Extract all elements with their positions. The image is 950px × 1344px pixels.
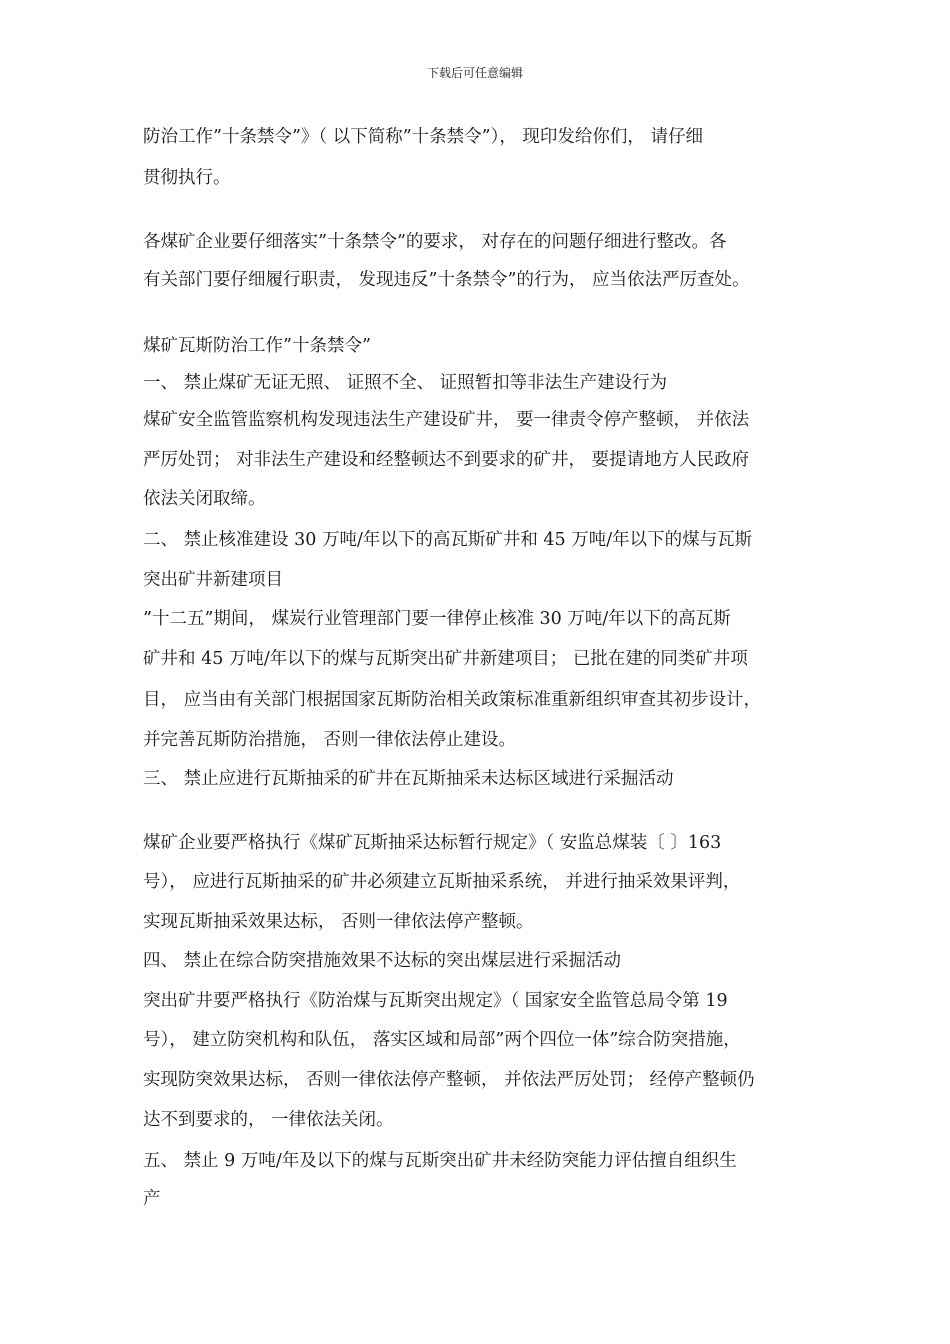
rule-heading-4: 四、 禁止在综合防突措施效果不达标的突出煤层进行采掘活动 bbox=[143, 951, 622, 971]
text-line: 煤矿安全监管监察机构发现违法生产建设矿井， 要一律责令停产整顿， 并依法 bbox=[143, 410, 750, 430]
text-line: 实现瓦斯抽采效果达标， 否则一律依法停产整顿。 bbox=[143, 912, 534, 932]
text-line: 达不到要求的， 一律依法关闭。 bbox=[143, 1110, 394, 1130]
text-line: 依法关闭取缔。 bbox=[143, 489, 266, 509]
rule-heading-5: 五、 禁止 9 万吨/年及以下的煤与瓦斯突出矿井未经防突能力评估擅自组织生 bbox=[143, 1151, 737, 1171]
text-line: 煤矿企业要严格执行《煤矿瓦斯抽采达标暂行规定》（ 安监总煤装〔 〕163 bbox=[143, 833, 722, 853]
section-title: 煤矿瓦斯防治工作”十条禁令” bbox=[143, 336, 371, 356]
text-line: 实现防突效果达标， 否则一律依法停产整顿， 并依法严厉处罚； 经停产整顿仍 bbox=[143, 1070, 755, 1090]
rule-heading-1: 一、 禁止煤矿无证无照、 证照不全、 证照暂扣等非法生产建设行为 bbox=[143, 373, 668, 393]
text-line: 有关部门要仔细履行职责， 发现违反”十条禁令”的行为， 应当依法严厉查处。 bbox=[143, 270, 750, 290]
text-line: 号）， 应进行瓦斯抽采的矿井必须建立瓦斯抽采系统， 并进行抽采效果评判， bbox=[143, 872, 741, 892]
rule-heading-3: 三、 禁止应进行瓦斯抽采的矿井在瓦斯抽采未达标区域进行采掘活动 bbox=[143, 769, 674, 789]
text-line: 严厉处罚； 对非法生产建设和经整顿达不到要求的矿井， 要提请地方人民政府 bbox=[143, 450, 750, 470]
page-header: 下载后可任意编辑 bbox=[426, 66, 523, 80]
text-line: 号）， 建立防突机构和队伍， 落实区域和局部”两个四位一体”综合防突措施， bbox=[143, 1030, 741, 1050]
text-line: ”十二五”期间， 煤炭行业管理部门要一律停止核准 30 万吨/年以下的高瓦斯 bbox=[143, 609, 731, 629]
rule-heading-2-cont: 突出矿井新建项目 bbox=[143, 570, 283, 590]
text-line: 防治工作”十条禁令”》（ 以下简称”十条禁令”）， 现印发给你们， 请仔细 bbox=[143, 127, 703, 147]
text-line: 各煤矿企业要仔细落实”十条禁令”的要求， 对存在的问题仔细进行整改。各 bbox=[143, 232, 727, 252]
text-line: 贯彻执行。 bbox=[143, 168, 231, 188]
text-line: 目， 应当由有关部门根据国家瓦斯防治相关政策标准重新组织审查其初步设计， bbox=[143, 690, 762, 710]
text-line: 并完善瓦斯防治措施， 否则一律依法停止建设。 bbox=[143, 730, 517, 750]
text-line: 突出矿井要严格执行《防治煤与瓦斯突出规定》（ 国家安全监管总局令第 19 bbox=[143, 991, 728, 1011]
rule-heading-2: 二、 禁止核准建设 30 万吨/年以下的高瓦斯矿井和 45 万吨/年以下的煤与瓦斯 bbox=[143, 530, 753, 550]
text-line: 矿井和 45 万吨/年以下的煤与瓦斯突出矿井新建项目； 已批在建的同类矿井项 bbox=[143, 649, 748, 669]
rule-heading-5-cont: 产 bbox=[143, 1189, 161, 1209]
